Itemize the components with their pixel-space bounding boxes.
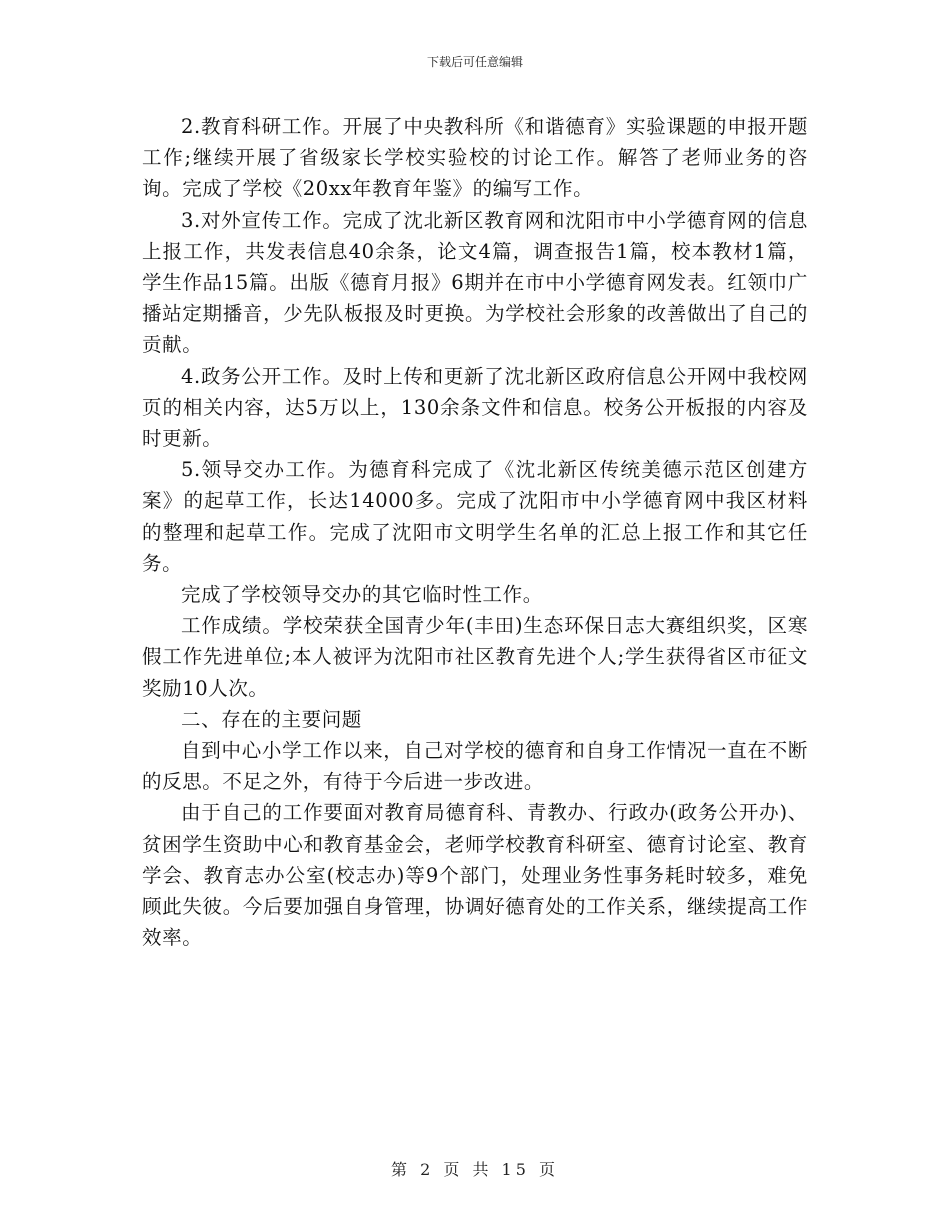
paragraph-achievements: 工作成绩。学校荣获全国青少年(丰田)生态环保日志大赛组织奖，区寒假工作先进单位;本人被评为沈阳市社区教育先进个人;学生获得省区市征文奖励10人次。 — [142, 614, 808, 700]
paragraph-reflection: 自到中心小学工作以来，自己对学校的德育和自身工作情况一直在不断的反思。不足之外，有待于今后进一步改进。 — [142, 739, 808, 794]
section-heading-main-problems: 二、存在的主要问题 — [181, 707, 362, 731]
page-header: 下载后可任意编辑 — [426, 55, 523, 69]
page-number-footer: 第 2 页 共 15 页 — [391, 1160, 559, 1179]
paragraph-government-affairs-work: 4.政务公开工作。及时上传和更新了沈北新区政府信息公开网中我校网页的相关内容，达5万以上，130余条文件和信息。校务公开板报的内容及时更新。 — [142, 364, 808, 451]
paragraph-workload-problem: 由于自己的工作要面对教育局德育科、青教办、行政办(政务公开办)、贫困学生资助中心和教育基金会，老师学校教育科研室、德育讨论室、教育学会、教育志办公室(校志办)等9个部门，处理业务性事务耗时较多，难免顾此失彼。今后要加强自身管理，协调好德育处的工作关系，继续提高工作效率。 — [142, 801, 808, 950]
paragraph-other-temporary-work: 完成了学校领导交办的其它临时性工作。 — [181, 583, 543, 607]
paragraph-research-work: 2.教育科研工作。开展了中央教科所《和谐德育》实验课题的申报开题工作;继续开展了省级家长学校实验校的讨论工作。解答了老师业务的咨询。完成了学校《20xx年教育年鉴》的编写工作。 — [142, 115, 808, 201]
document-body — [142, 111, 808, 953]
paragraph-publicity-work: 3.对外宣传工作。完成了沈北新区教育网和沈阳市中小学德育网的信息上报工作，共发表信息40余条，论文4篇，调查报告1篇，校本教材1篇，学生作品15篇。出版《德育月报》6期并在市中小学德育网发表。红领巾广播站定期播音，少先队板报及时更换。为学校社会形象的改善做出了自己的贡献。 — [142, 208, 808, 357]
paragraph-leadership-assigned-work: 5.领导交办工作。为德育科完成了《沈北新区传统美德示范区创建方案》的起草工作，长达14000多。完成了沈阳市中小学德育网中我区材料的整理和起草工作。完成了沈阳市文明学生名单的汇总上报工作和其它任务。 — [142, 458, 808, 575]
